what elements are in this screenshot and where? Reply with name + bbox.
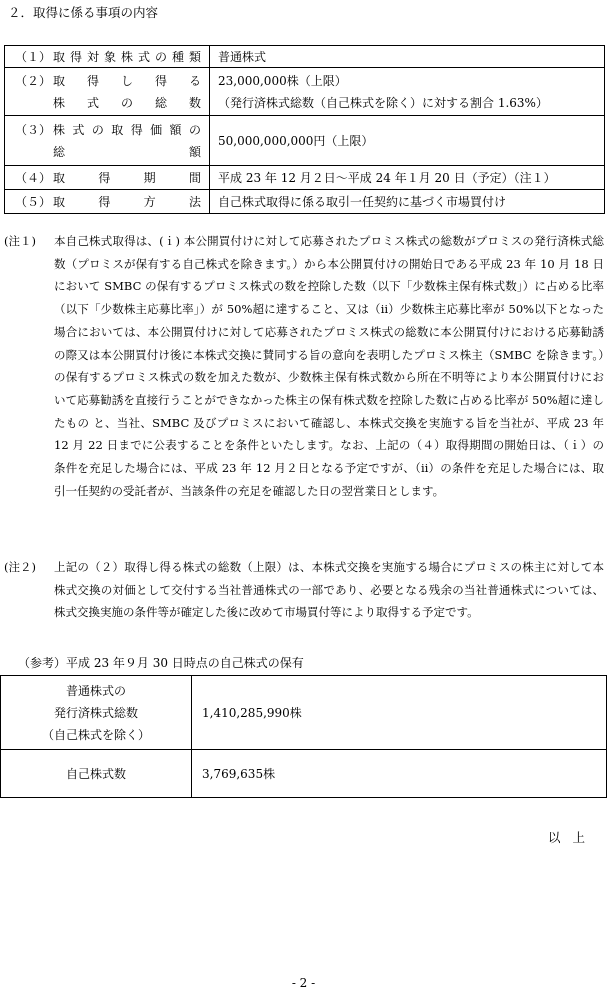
note-1 <box>4 230 604 502</box>
note-2 <box>4 556 604 624</box>
page-number: - 2 - <box>291 976 316 990</box>
note-head: (注２) <box>4 560 36 574</box>
reference-table <box>0 675 607 798</box>
row-value: 3,769,635株 <box>192 750 607 798</box>
row-number: （２） <box>15 73 52 88</box>
row-value: 平成 23 年 12 月２日～平成 24 年１月 20 日（予定）（注１） <box>210 166 605 190</box>
row-label-text: 取得期間 <box>53 171 201 185</box>
note-head: (注１) <box>4 234 36 248</box>
row-label <box>5 46 210 68</box>
table-row <box>1 750 607 798</box>
row-number: （４） <box>15 171 52 185</box>
acquisition-table <box>4 45 605 214</box>
row-number: （１） <box>15 50 52 64</box>
table-row <box>5 116 605 166</box>
note-text: 本自己株式取得は、(ｉ) 本公開買付けに対して応募されたプロミス株式の総数がプロミスの発行済株式総数（プロミスが保有する自己株式を除きます。）から本公開買付けの開始日である平成 23 年 10 月 18 日において SMBC の保有するプロミス株式の数を控除した数（以下「少数株主保有株式数」）に占める比率（以下「少数株主応募比率」）が 50%超に達すること、又は（ⅱ）少数株主応募比率が 50%以下となった場合においては、本公開買付けに対して応募されたプロミス株式の総数に本公開買付けにおける応募勧誘の際又は本公開買付け後に本株式交換に賛同する旨の意向を表明したプロミス株主（SMBC を除きます。）の保有するプロミス株式の数を加えた数が、少数株主保有株式数から所在不明等により本公開買付けにおいて応募勧誘を直接行うことができなかった株主の保有株式数を控除した数に占める比率が 50%超に達したもの と、当社、SMBC 及びプロミスにおいて確認し、本株式交換を実施する旨を当社が、平成 23 年 12 月 22 日までに公表することを条件といたします。なお、上記の（４）取得期間の開始日は、（ｉ）の条件を充足した場合には、平成 23 年 12 月２日となる予定ですが、（ⅱ）の条件を充足した場合には、取引一任契約の受託者が、当該条件の充足を確認した日の翌営業日とします。 <box>54 234 604 498</box>
table-row <box>5 46 605 68</box>
table-row <box>1 676 607 750</box>
section-title: ２．取得に係る事項の内容 <box>8 5 159 20</box>
row-value: 普通株式 <box>210 46 605 68</box>
row-value: 自己株式取得に係る取引一任契約に基づく市場買付け <box>210 190 605 214</box>
row-value: 50,000,000,000円（上限） <box>210 116 605 166</box>
row-label-text: 取得方法 <box>53 195 201 209</box>
row-label <box>5 166 210 190</box>
row-label <box>5 190 210 214</box>
reference-caption: （参考）平成 23 年９月 30 日時点の自己株式の保有 <box>18 656 304 670</box>
row-label-text: 株式の総数 <box>53 95 201 110</box>
label-line: （自己株式を除く） <box>41 727 150 742</box>
value-line: 23,000,000株（上限） <box>218 73 347 88</box>
row-value <box>210 68 605 116</box>
table-row <box>5 68 605 116</box>
row-label <box>5 116 210 166</box>
label-line: 発行済株式総数 <box>53 705 138 720</box>
row-label-text: 総額 <box>53 144 201 159</box>
row-number: （３） <box>15 122 52 137</box>
closing-text: 以上 <box>547 830 597 845</box>
row-label-text: 取得対象株式の種類 <box>53 50 201 64</box>
row-label: 自己株式数 <box>1 750 192 798</box>
row-label-text: 取得し得る <box>53 73 201 88</box>
note-text: 上記の（２）取得し得る株式の総数（上限）は、本株式交換を実施する場合にプロミスの株主に対して本株式交換の対価として交付する当社普通株式の一部であり、必要となる残余の当社普通株式については、株式交換実施の条件等が確定した後に改めて市場買付等により取得する予定です。 <box>54 560 604 620</box>
label-line: 普通株式の <box>65 683 126 698</box>
table-row <box>5 166 605 190</box>
row-value: 1,410,285,990株 <box>192 676 607 750</box>
table-row <box>5 190 605 214</box>
value-line: （発行済株式総数（自己株式を除く）に対する割合 1.63%） <box>218 95 548 110</box>
row-label-text: 株式の取得価額の <box>53 122 201 137</box>
row-label <box>1 676 192 750</box>
row-number: （５） <box>15 195 52 209</box>
row-label <box>5 68 210 116</box>
